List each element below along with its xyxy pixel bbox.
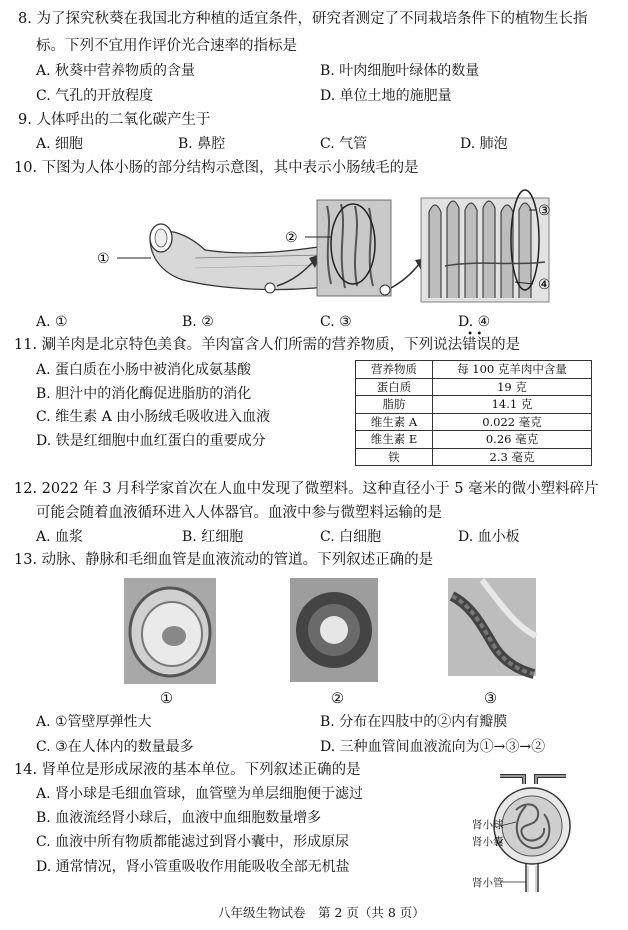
q11-emphasis [462, 329, 492, 353]
q10-option-a: A. ① [36, 314, 68, 330]
table-cell: 维生素 A [356, 413, 433, 431]
vessel-micrograph-1 [124, 578, 216, 684]
q10-label-1: ① [97, 251, 110, 267]
q13-label-3: ③ [484, 691, 497, 707]
q13-label-1: ① [160, 691, 173, 707]
q14-option-c: C. 血液中所有物质都能滤过到肾小囊中，形成原尿 [36, 834, 350, 850]
q14-option-b: B. 血液流经肾小球后，血液中血细胞数量增多 [36, 810, 322, 826]
q13-option-c: C. ③在人体内的数量最多 [36, 739, 194, 755]
nutrient-table [355, 360, 592, 466]
q8-option-a: A. 秋葵中营养物质的含量 [36, 63, 196, 79]
q8-stem-line1: 8. 为了探究秋葵在我国北方种植的适宜条件，研究者测定了不同栽培条件下的植物生长指 [18, 11, 588, 27]
table-cell: 2.3 毫克 [433, 448, 592, 466]
table-cell: 0.022 毫克 [433, 413, 592, 431]
q13-option-d: D. 三种血管间血液流向为①→③→② [320, 739, 546, 755]
q12-stem-line1: 12. 2022 年 3 月科学家首次在人血中发现了微塑料。这种直径小于 5 毫米的微小塑料碎片 [14, 481, 599, 497]
table-cell: 0.26 毫克 [433, 431, 592, 449]
q11-stem [14, 329, 521, 355]
table-cell: 铁 [356, 448, 433, 466]
q9-option-a: A. 细胞 [36, 136, 84, 152]
small-intestine-figure [95, 188, 565, 314]
q9-option-c: C. 气管 [320, 136, 368, 152]
table-row [356, 378, 592, 396]
table-cell: 维生素 E [356, 431, 433, 449]
q11-option-b: B. 胆汁中的消化酶促进脂肪的消化 [36, 386, 252, 402]
q14-option-d: D. 通常情况，肾小管重吸收作用能吸收全部无机盐 [36, 859, 350, 875]
emphasis-dots: • • [467, 329, 483, 340]
q12-stem-line2: 可能会随着血液循环进入人体器官。血液中参与微塑料运输的是 [36, 505, 442, 521]
q11-option-a: A. 蛋白质在小肠中被消化成氨基酸 [36, 362, 252, 378]
table-row [356, 413, 592, 431]
vessel-micrograph-3 [448, 578, 536, 676]
q12-option-c: C. 白细胞 [320, 529, 382, 545]
q12-option-b: B. 红细胞 [182, 529, 244, 545]
q9-option-d: D. 肺泡 [460, 136, 508, 152]
q10-option-b: B. ② [182, 314, 214, 330]
q11-option-c: C. 维生素 A 由小肠绒毛吸收进入血液 [36, 409, 271, 425]
nephron-illustration [494, 776, 570, 892]
table-cell: 脂肪 [356, 396, 433, 414]
q11-option-d: D. 铁是红细胞中血红蛋白的重要成分 [36, 433, 266, 449]
nephron-label-glomerulus: 肾小球 [472, 819, 504, 831]
page-footer: 八年级生物试卷 第 2 页（共 8 页） [218, 905, 425, 920]
q13-option-b: B. 分布在四肢中的②内有瓣膜 [320, 714, 508, 730]
villi-illustration [421, 190, 549, 302]
table-row [356, 396, 592, 414]
q11-emphasis-text: 错误 [462, 337, 492, 353]
q10-label-2: ② [285, 230, 298, 246]
q8-option-b: B. 叶肉细胞叶绿体的数量 [320, 63, 480, 79]
table-header-row [356, 361, 592, 379]
table-header-cell: 营养物质 [356, 361, 433, 379]
blood-vessel-micrographs [122, 576, 542, 688]
q12-option-a: A. 血浆 [36, 529, 84, 545]
q11-stem-end: 的是 [491, 337, 521, 353]
intestine-cross-section-illustration [317, 200, 391, 296]
q10-option-c: C. ③ [320, 314, 352, 330]
q12-option-d: D. 血小板 [458, 529, 520, 545]
table-header-cell: 每 100 克羊肉中含量 [433, 361, 592, 379]
q13-stem: 13. 动脉、静脉和毛细血管是血液流动的管道。下列叙述正确的是 [14, 552, 434, 568]
vessel-micrograph-2 [290, 578, 378, 682]
q14-option-a: A. 肾小球是毛细血管球，血管壁为单层细胞便于滤过 [36, 786, 364, 802]
q9-stem: 9. 人体呼出的二氧化碳产生于 [18, 112, 211, 128]
q10-option-d: D. ④ [458, 314, 491, 330]
nephron-label-capsule: 肾小囊 [472, 836, 504, 848]
q9-option-b: B. 鼻腔 [178, 136, 226, 152]
q8-option-d: D. 单位土地的施肥量 [320, 88, 452, 104]
q10-label-4: ④ [538, 277, 551, 293]
table-cell: 19 克 [433, 378, 592, 396]
q8-stem-line2: 标。下列不宜用作评价光合速率的指标是 [36, 38, 297, 54]
q10-stem: 10. 下图为人体小肠的部分结构示意图，其中表示小肠绒毛的是 [14, 160, 419, 176]
table-row [356, 431, 592, 449]
q13-option-a: A. ①管壁厚弹性大 [36, 714, 152, 730]
q13-label-2: ② [331, 691, 344, 707]
table-cell: 蛋白质 [356, 378, 433, 396]
q11-stem-text: 11. 涮羊肉是北京特色美食。羊肉富含人们所需的营养物质，下列说法 [14, 337, 463, 353]
q14-stem: 14. 肾单位是形成尿液的基本单位。下列叙述正确的是 [14, 762, 361, 778]
nephron-label-tubule: 肾小管 [472, 877, 504, 889]
table-cell: 14.1 克 [433, 396, 592, 414]
q8-option-c: C. 气孔的开放程度 [36, 88, 154, 104]
table-row [356, 448, 592, 466]
q10-label-3: ③ [538, 203, 551, 219]
